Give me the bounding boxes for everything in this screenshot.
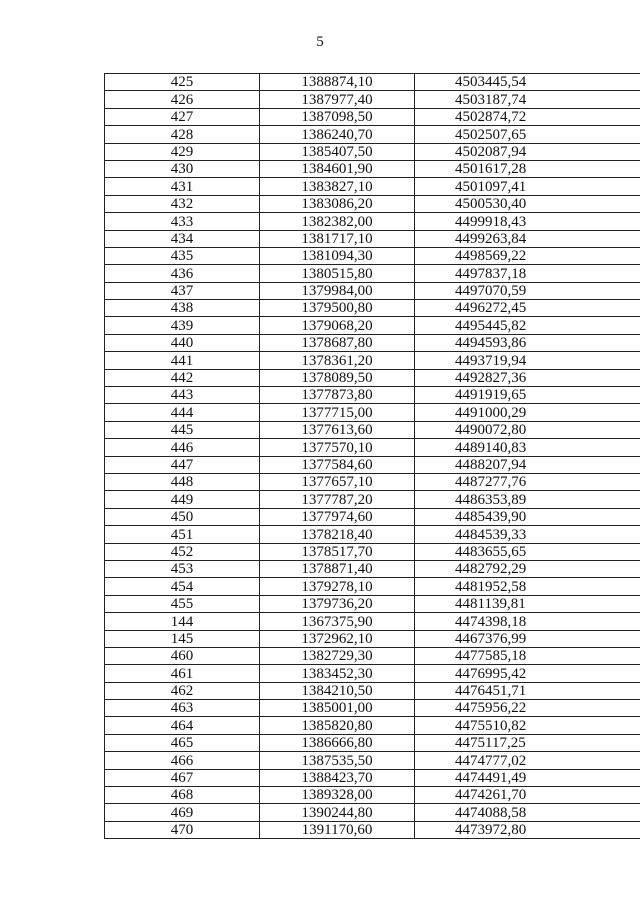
y-coordinate-cell: 4502507,65 (415, 126, 640, 143)
x-coordinate-cell: 1377570,10 (260, 439, 415, 456)
table-row (105, 752, 640, 769)
point-number-cell: 440 (105, 334, 260, 351)
y-coordinate-cell: 4496272,45 (415, 300, 640, 317)
point-number-cell: 450 (105, 508, 260, 525)
x-coordinate-cell: 1378517,70 (260, 543, 415, 560)
table-row (105, 404, 640, 421)
table-row (105, 665, 640, 682)
table-row (105, 334, 640, 351)
point-number-cell: 427 (105, 108, 260, 125)
point-number-cell: 433 (105, 213, 260, 230)
point-number-cell: 442 (105, 369, 260, 386)
x-coordinate-cell: 1377657,10 (260, 473, 415, 490)
y-coordinate-cell: 4485439,90 (415, 508, 640, 525)
x-coordinate-cell: 1378089,50 (260, 369, 415, 386)
y-coordinate-cell: 4477585,18 (415, 647, 640, 664)
table-row (105, 143, 640, 160)
x-coordinate-cell: 1381094,30 (260, 247, 415, 264)
y-coordinate-cell: 4499263,84 (415, 230, 640, 247)
y-coordinate-cell: 4481139,81 (415, 595, 640, 612)
table-row (105, 91, 640, 108)
point-number-cell: 446 (105, 439, 260, 456)
x-coordinate-cell: 1378218,40 (260, 526, 415, 543)
y-coordinate-cell: 4484539,33 (415, 526, 640, 543)
x-coordinate-cell: 1391170,60 (260, 821, 415, 838)
y-coordinate-cell: 4488207,94 (415, 456, 640, 473)
point-number-cell: 438 (105, 300, 260, 317)
y-coordinate-cell: 4500530,40 (415, 195, 640, 212)
y-coordinate-cell: 4501617,28 (415, 160, 640, 177)
x-coordinate-cell: 1378361,20 (260, 352, 415, 369)
point-number-cell: 439 (105, 317, 260, 334)
point-number-cell: 452 (105, 543, 260, 560)
x-coordinate-cell: 1388423,70 (260, 769, 415, 786)
point-number-cell: 447 (105, 456, 260, 473)
y-coordinate-cell: 4503445,54 (415, 74, 640, 91)
y-coordinate-cell: 4492827,36 (415, 369, 640, 386)
point-number-cell: 467 (105, 769, 260, 786)
point-number-cell: 469 (105, 804, 260, 821)
y-coordinate-cell: 4474088,58 (415, 804, 640, 821)
point-number-cell: 455 (105, 595, 260, 612)
x-coordinate-cell: 1378871,40 (260, 560, 415, 577)
table-row (105, 247, 640, 264)
y-coordinate-cell: 4502087,94 (415, 143, 640, 160)
x-coordinate-cell: 1385001,00 (260, 700, 415, 717)
page-number: 5 (316, 34, 324, 50)
coordinates-table-body (105, 74, 640, 839)
x-coordinate-cell: 1377584,60 (260, 456, 415, 473)
point-number-cell: 464 (105, 717, 260, 734)
y-coordinate-cell: 4497070,59 (415, 282, 640, 299)
y-coordinate-cell: 4467376,99 (415, 630, 640, 647)
table-row (105, 317, 640, 334)
y-coordinate-cell: 4498569,22 (415, 247, 640, 264)
y-coordinate-cell: 4483655,65 (415, 543, 640, 560)
x-coordinate-cell: 1387977,40 (260, 91, 415, 108)
point-number-cell: 451 (105, 526, 260, 543)
table-row (105, 578, 640, 595)
y-coordinate-cell: 4476451,71 (415, 682, 640, 699)
point-number-cell: 435 (105, 247, 260, 264)
x-coordinate-cell: 1389328,00 (260, 787, 415, 804)
table-row (105, 821, 640, 838)
y-coordinate-cell: 4474398,18 (415, 613, 640, 630)
x-coordinate-cell: 1377873,80 (260, 387, 415, 404)
table-row (105, 787, 640, 804)
y-coordinate-cell: 4476995,42 (415, 665, 640, 682)
x-coordinate-cell: 1390244,80 (260, 804, 415, 821)
point-number-cell: 444 (105, 404, 260, 421)
point-number-cell: 437 (105, 282, 260, 299)
table-row (105, 74, 640, 91)
point-number-cell: 470 (105, 821, 260, 838)
point-number-cell: 468 (105, 787, 260, 804)
table-row (105, 473, 640, 490)
x-coordinate-cell: 1379500,80 (260, 300, 415, 317)
x-coordinate-cell: 1367375,90 (260, 613, 415, 630)
x-coordinate-cell: 1388874,10 (260, 74, 415, 91)
x-coordinate-cell: 1385407,50 (260, 143, 415, 160)
table-row (105, 717, 640, 734)
point-number-cell: 466 (105, 752, 260, 769)
x-coordinate-cell: 1377613,60 (260, 421, 415, 438)
table-row (105, 421, 640, 438)
table-row (105, 108, 640, 125)
point-number-cell: 434 (105, 230, 260, 247)
table-row (105, 630, 640, 647)
x-coordinate-cell: 1386666,80 (260, 734, 415, 751)
y-coordinate-cell: 4490072,80 (415, 421, 640, 438)
x-coordinate-cell: 1380515,80 (260, 265, 415, 282)
coordinates-table (104, 73, 640, 839)
y-coordinate-cell: 4495445,82 (415, 317, 640, 334)
point-number-cell: 145 (105, 630, 260, 647)
y-coordinate-cell: 4475956,22 (415, 700, 640, 717)
point-number-cell: 429 (105, 143, 260, 160)
table-row (105, 352, 640, 369)
point-number-cell: 460 (105, 647, 260, 664)
table-row (105, 387, 640, 404)
x-coordinate-cell: 1384210,50 (260, 682, 415, 699)
x-coordinate-cell: 1379068,20 (260, 317, 415, 334)
y-coordinate-cell: 4482792,29 (415, 560, 640, 577)
table-row (105, 700, 640, 717)
y-coordinate-cell: 4475117,25 (415, 734, 640, 751)
y-coordinate-cell: 4502874,72 (415, 108, 640, 125)
table-row (105, 491, 640, 508)
point-number-cell: 465 (105, 734, 260, 751)
point-number-cell: 436 (105, 265, 260, 282)
table-row (105, 682, 640, 699)
x-coordinate-cell: 1382382,00 (260, 213, 415, 230)
x-coordinate-cell: 1379278,10 (260, 578, 415, 595)
y-coordinate-cell: 4494593,86 (415, 334, 640, 351)
table-row (105, 804, 640, 821)
y-coordinate-cell: 4474261,70 (415, 787, 640, 804)
x-coordinate-cell: 1383452,30 (260, 665, 415, 682)
table-row (105, 543, 640, 560)
table-row (105, 178, 640, 195)
point-number-cell: 432 (105, 195, 260, 212)
point-number-cell: 448 (105, 473, 260, 490)
table-row (105, 734, 640, 751)
y-coordinate-cell: 4487277,76 (415, 473, 640, 490)
x-coordinate-cell: 1377974,60 (260, 508, 415, 525)
point-number-cell: 454 (105, 578, 260, 595)
point-number-cell: 443 (105, 387, 260, 404)
point-number-cell: 462 (105, 682, 260, 699)
y-coordinate-cell: 4474491,49 (415, 769, 640, 786)
x-coordinate-cell: 1381717,10 (260, 230, 415, 247)
table-row (105, 613, 640, 630)
table-row (105, 230, 640, 247)
table-row (105, 439, 640, 456)
point-number-cell: 144 (105, 613, 260, 630)
x-coordinate-cell: 1378687,80 (260, 334, 415, 351)
point-number-cell: 463 (105, 700, 260, 717)
table-row (105, 282, 640, 299)
table-row (105, 213, 640, 230)
point-number-cell: 428 (105, 126, 260, 143)
table-row (105, 265, 640, 282)
x-coordinate-cell: 1384601,90 (260, 160, 415, 177)
table-row (105, 526, 640, 543)
table-row (105, 300, 640, 317)
table-row (105, 369, 640, 386)
y-coordinate-cell: 4474777,02 (415, 752, 640, 769)
table-row (105, 160, 640, 177)
x-coordinate-cell: 1377787,20 (260, 491, 415, 508)
x-coordinate-cell: 1379984,00 (260, 282, 415, 299)
x-coordinate-cell: 1385820,80 (260, 717, 415, 734)
x-coordinate-cell: 1382729,30 (260, 647, 415, 664)
table-row (105, 508, 640, 525)
x-coordinate-cell: 1372962,10 (260, 630, 415, 647)
point-number-cell: 445 (105, 421, 260, 438)
point-number-cell: 449 (105, 491, 260, 508)
x-coordinate-cell: 1383827,10 (260, 178, 415, 195)
point-number-cell: 453 (105, 560, 260, 577)
point-number-cell: 430 (105, 160, 260, 177)
y-coordinate-cell: 4489140,83 (415, 439, 640, 456)
y-coordinate-cell: 4503187,74 (415, 91, 640, 108)
y-coordinate-cell: 4493719,94 (415, 352, 640, 369)
x-coordinate-cell: 1386240,70 (260, 126, 415, 143)
y-coordinate-cell: 4486353,89 (415, 491, 640, 508)
y-coordinate-cell: 4481952,58 (415, 578, 640, 595)
y-coordinate-cell: 4499918,43 (415, 213, 640, 230)
x-coordinate-cell: 1383086,20 (260, 195, 415, 212)
table-row (105, 456, 640, 473)
y-coordinate-cell: 4475510,82 (415, 717, 640, 734)
table-row (105, 769, 640, 786)
table-row (105, 195, 640, 212)
table-row (105, 647, 640, 664)
point-number-cell: 441 (105, 352, 260, 369)
point-number-cell: 426 (105, 91, 260, 108)
x-coordinate-cell: 1379736,20 (260, 595, 415, 612)
y-coordinate-cell: 4497837,18 (415, 265, 640, 282)
x-coordinate-cell: 1387535,50 (260, 752, 415, 769)
x-coordinate-cell: 1387098,50 (260, 108, 415, 125)
y-coordinate-cell: 4491919,65 (415, 387, 640, 404)
point-number-cell: 425 (105, 74, 260, 91)
y-coordinate-cell: 4501097,41 (415, 178, 640, 195)
table-row (105, 126, 640, 143)
table-row (105, 560, 640, 577)
x-coordinate-cell: 1377715,00 (260, 404, 415, 421)
y-coordinate-cell: 4473972,80 (415, 821, 640, 838)
point-number-cell: 461 (105, 665, 260, 682)
y-coordinate-cell: 4491000,29 (415, 404, 640, 421)
point-number-cell: 431 (105, 178, 260, 195)
table-row (105, 595, 640, 612)
